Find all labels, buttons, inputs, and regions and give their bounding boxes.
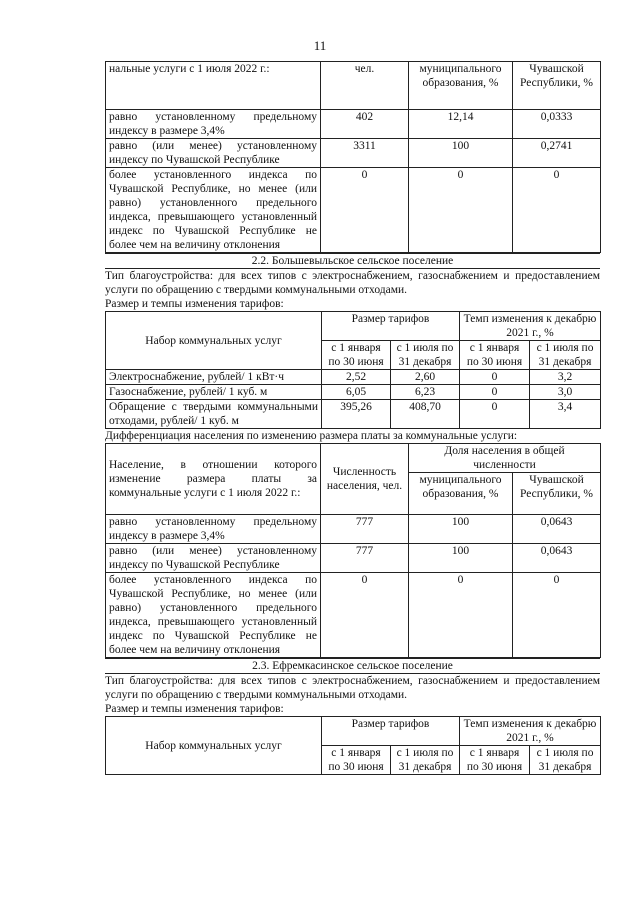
section-title: 2.2. Большевыльское сельское поселение	[105, 253, 600, 269]
improvement-type-text: Тип благоустройства: для всех типов с электроснабжением, газоснабжением и предоставлением услуги по обращению с твердыми коммунальными отходами.	[105, 270, 600, 296]
header-rate-jan: с 1 января по 30 июня	[460, 341, 530, 370]
tariff-table	[105, 716, 601, 775]
header-change-rate: Темп изменения к декабрю 2021 г., %	[460, 717, 601, 746]
header-republic: Чувашской Республики, %	[513, 62, 601, 110]
header-change-rate: Темп изменения к декабрю 2021 г., %	[460, 312, 601, 341]
header-services: Набор коммунальных услуг	[106, 717, 322, 775]
table-row: более установленного индекса по Чувашской Республике, но менее (или равно) установленного предельного индекса, превышающего установленный индекс по Чувашской Республике не более чем на величину отклонения 0 0 0	[106, 168, 601, 253]
population-diff-table	[105, 443, 601, 658]
header-municipal: муниципального образования, %	[409, 473, 513, 515]
header-rate-jan: с 1 января по 30 июня	[460, 746, 530, 775]
header-jan: с 1 января по 30 июня	[322, 746, 391, 775]
header-tariff-size: Размер тарифов	[322, 312, 460, 341]
table-row: Газоснабжение, рублей/ 1 куб. м 6,05 6,23 0 3,0	[106, 385, 601, 400]
diff-intro: Дифференциация населения по изменению размера платы за коммунальные услуги:	[105, 430, 518, 442]
tariff-intro: Размер и темпы изменения тарифов:	[105, 703, 284, 715]
tariff-table	[105, 311, 601, 429]
header-republic: Чувашской Республики, %	[513, 473, 601, 515]
page-number: 11	[313, 38, 327, 53]
header-jan: с 1 января по 30 июня	[322, 341, 391, 370]
header-count-cont: чел.	[321, 62, 409, 110]
header-share: Доля населения в общей численности	[409, 444, 601, 473]
tariff-intro: Размер и темпы изменения тарифов:	[105, 298, 284, 310]
table-row: равно установленному предельному индексу в размере 3,4% 402 12,14 0,0333	[106, 110, 601, 139]
table-row: Обращение с твердыми коммунальными отходами, рублей/ 1 куб. м 395,26 408,70 0 3,4	[106, 400, 601, 429]
section-title: 2.3. Ефремкасинское сельское поселение	[105, 658, 600, 674]
improvement-type-text: Тип благоустройства: для всех типов с электроснабжением, газоснабжением и предоставлением услуги по обращению с твердыми коммунальными отходами.	[105, 675, 600, 701]
header-rate-jul: с 1 июля по 31 декабря	[530, 341, 601, 370]
table-row: равно (или менее) установленному индексу по Чувашской Республике 777 100 0,0643	[106, 544, 601, 573]
header-jul: с 1 июля по 31 декабря	[391, 746, 460, 775]
header-rate-jul: с 1 июля по 31 декабря	[530, 746, 601, 775]
header-population: Население, в отношении которого изменение размера платы за коммунальные услуги с 1 июля 2022 г.:	[106, 444, 321, 515]
header-jul: с 1 июля по 31 декабря	[391, 341, 460, 370]
header-population-cont: нальные услуги с 1 июля 2022 г.:	[106, 62, 321, 110]
table-row: более установленного индекса по Чувашской Республике, но менее (или равно) установленного предельного индекса, превышающего установленный индекс по Чувашской Республике не более чем на величину отклонения 0 0 0	[106, 573, 601, 658]
header-municipal: муниципального образования, %	[409, 62, 513, 110]
header-services: Набор коммунальных услуг	[106, 312, 322, 370]
table-row: равно (или менее) установленному индексу по Чувашской Республике 3311 100 0,2741	[106, 139, 601, 168]
table-row: равно установленному предельному индексу в размере 3,4% 777 100 0,0643	[106, 515, 601, 544]
table-row: Электроснабжение, рублей/ 1 кВт·ч 2,52 2,60 0 3,2	[106, 370, 601, 385]
header-tariff-size: Размер тарифов	[322, 717, 460, 746]
population-diff-table-continued	[105, 61, 601, 253]
document-body	[105, 61, 600, 775]
header-count: Численность населения, чел.	[321, 444, 409, 515]
